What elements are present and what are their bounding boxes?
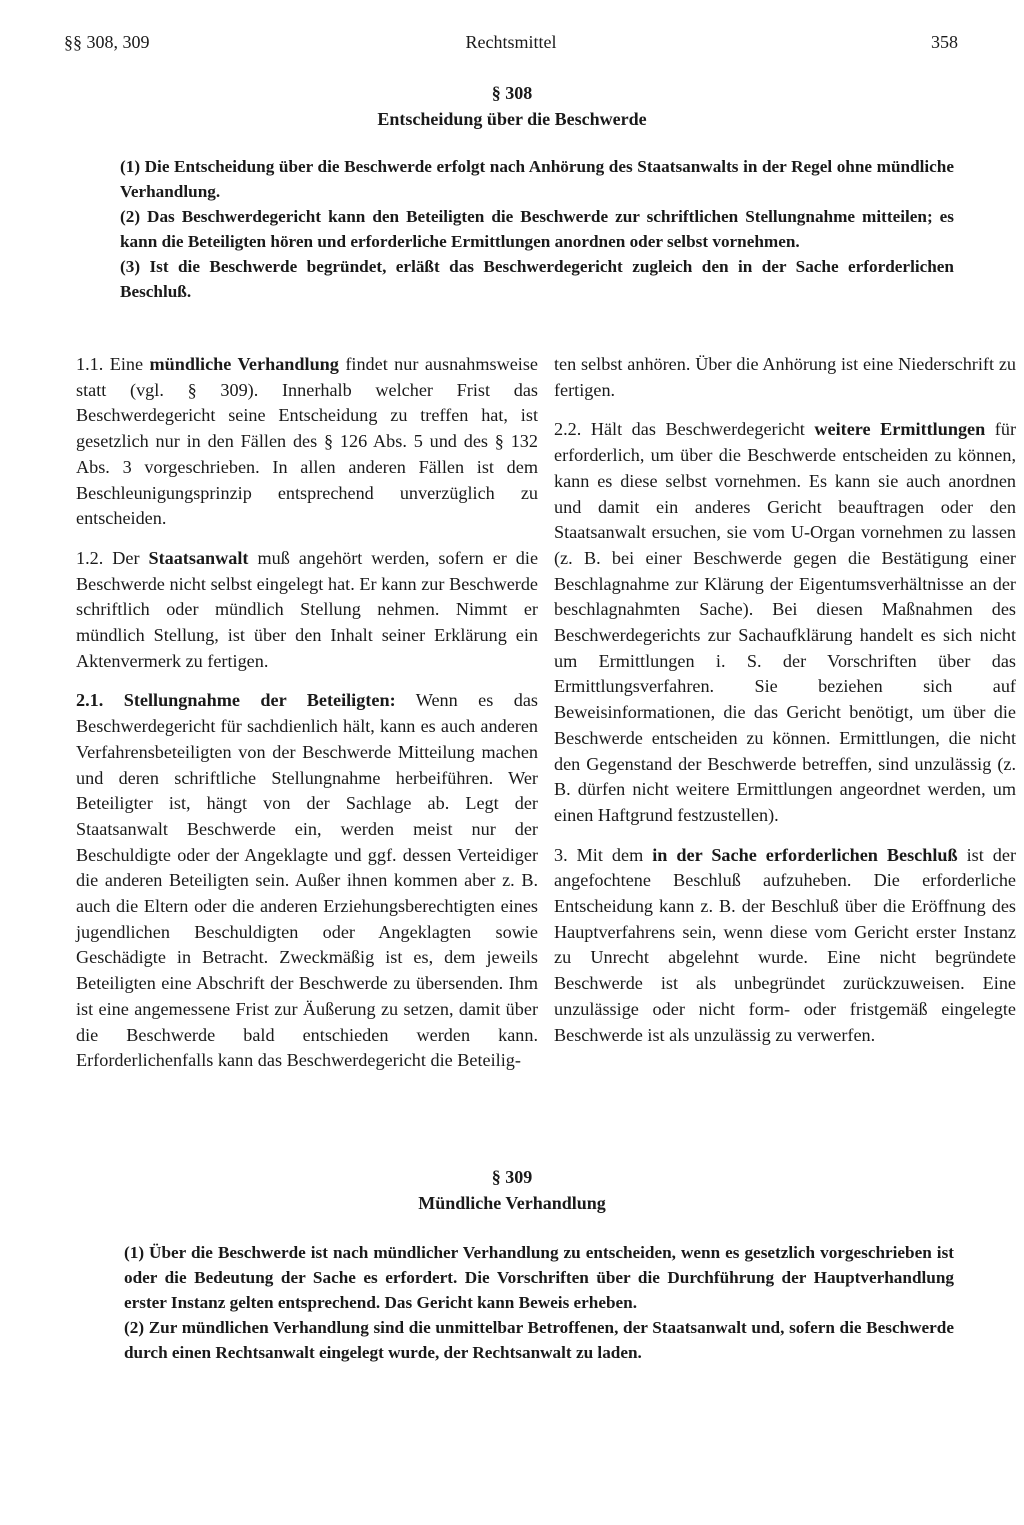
- section-308-text: [120, 154, 954, 304]
- section-309-number: § 309: [491, 1167, 533, 1187]
- chapter-title: Rechtsmittel: [465, 32, 557, 52]
- commentary-paragraph: 1.2. Der Staatsanwalt muß angehört werden, sofern er die Beschwerde nicht selbst eingelegt hat. Er kann zur Beschwerde schriftlich oder mündlich Stellung nehmen. Nimmt er mündlich Stellung, ist über den Inhalt seiner Erklärung ein Aktenvermerk zu fertigen.: [76, 547, 539, 671]
- paragraph-number: 2.2.: [554, 419, 582, 440]
- emphasis: Stellungnahme der Beteiligten:: [123, 690, 396, 711]
- emphasis: Staatsanwalt: [148, 547, 249, 568]
- section-308-heading: [60, 80, 964, 132]
- paragraph-number: 1.2.: [76, 547, 104, 568]
- commentary-paragraph: 1.1. Eine mündliche Verhandlung findet nur ausnahmsweise statt (vgl. § 309). Innerhalb welcher Frist das Beschwerdegericht seine Entscheidung zu treffen hat, ist gesetzlich nur in den Fällen des § 126 Abs. 5 und des § 132 Abs. 3 vorgeschrieben. In allen anderen Fällen ist dem Beschleunigungsprinzip entsprechend unverzüglich zu entscheiden.: [76, 354, 538, 529]
- running-head: [64, 32, 958, 56]
- section-308-number: § 308: [491, 83, 533, 103]
- statute-paragraph: (1) Die Entscheidung über die Beschwerde erfolgt nach Anhörung des Staatsanwalts in der Regel ohne mündliche Verhandlung.: [120, 157, 954, 201]
- commentary-right-column: [554, 352, 1016, 1062]
- statute-paragraph: (2) Zur mündlichen Verhandlung sind die unmittelbar Betroffenen, der Staatsanwalt und, sofern die Beschwerde durch einen Rechtsanwalt eingelegt wurde, der Rechtsanwalt zu laden.: [124, 1318, 954, 1362]
- section-308-title: Entscheidung über die Beschwerde: [377, 109, 647, 129]
- page-number: 358: [931, 32, 958, 52]
- commentary-paragraph: 2.1. Stellungnahme der Beteiligten: Wenn es das Beschwerdegericht für sachdienlich hält, kann es auch anderen Verfahrensbeteiligten von der Beschwerde Mitteilung machen und deren schriftliche Stellungnahme herbeiführen. Wer Beteiligter ist, hängt von der Sachlage ab. Legt der Staatsanwalt Beschwerde ein, werden meist nur der Beschuldigte oder der Angeklagte und ggf. dessen Verteidiger die anderen Beteiligten sein. Außer ihnen kommen aber z. B. auch die Eltern oder die anderen Erziehungsberechtigten eines jugendlichen Beschuldigten oder Angeklagten sowie Geschädigte in Betracht. Zweckmäßig ist es, dem jeweils Beteiligten eine Abschrift der Beschwerde zu übersenden. Ihm ist eine angemessene Frist zur Äußerung zu setzen, damit über die Beschwerde bald entschieden werden kann. Erforderlichenfalls kann das Beschwerdegericht die Beteilig-: [76, 690, 538, 1071]
- commentary-paragraph: 3. Mit dem in der Sache erforderlichen Beschluß ist der angefochtene Beschluß aufzuheben. Die erforderliche Entscheidung kann z. B. der Beschluß über die Eröffnung des Hauptverfahrens sein, wenn diese vom Gericht erster Instanz zu Unrecht abgelehnt wurde. Eine nicht begründete Beschwerde ist als unbegründet zurückzuweisen. Eine unzulässige oder nicht form- oder fristgemäß eingelegte Beschwerde ist als unzulässig zu verwerfen.: [554, 844, 1017, 1045]
- section-309-text: [124, 1240, 954, 1365]
- statute-paragraph: (1) Über die Beschwerde ist nach mündlicher Verhandlung zu entscheiden, wenn es gesetzlich vorgeschrieben ist oder die Bedeutung der Sache es erfordert. Die Vorschriften über die Durchführung der Hauptverhandlung erster Instanz gelten entsprechend. Das Gericht kann Beweis erheben.: [124, 1243, 954, 1312]
- emphasis: mündliche Verhandlung: [149, 354, 339, 374]
- section-309-title: Mündliche Verhandlung: [418, 1193, 606, 1213]
- commentary-paragraph: 2.2. Hält das Beschwerdegericht weitere Ermittlungen für erforderlich, um über die Beschwerde entscheiden zu können, kann es diese selbst vornehmen. Es kann sie auch anordnen und damit ein anderes Gericht beauftragen oder den Staatsanwalt ersuchen, sie vom U-Organ vornehmen zu lassen (z. B. bei einer Beschwerde gegen die Bestätigung einer Beschlagnahme zur Klärung der Eigentumsverhältnisse an der beschlagnahmten Sache). Bei diesen Maßnahmen des Beschwerdegerichts zur Sachaufklärung handelt es sich nicht um Ermittlungen i. S. der Vorschriften über das Ermittlungsverfahren. Sie beziehen sich auf Beweisinformationen, die das Gericht benötigt, um über die Beschwerde entscheiden zu können. Ermittlungen, die nicht den Gegenstand der Beschwerde betreffen, sind unzulässig (z. B. dürfen nicht weitere Ermittlungen angeordnet werden, um einen Haftgrund festzustellen).: [554, 419, 1017, 825]
- section-reference: §§ 308, 309: [64, 32, 150, 52]
- emphasis: weitere Ermittlungen: [814, 419, 986, 440]
- emphasis: in der Sache erforderlichen Beschluß: [652, 844, 958, 865]
- statute-paragraph: (2) Das Beschwerdegericht kann den Beteiligten die Beschwerde zur schriftlichen Stellungnahme mitteilen; es kann die Beteiligten hören und erforderliche Ermittlungen anordnen oder selbst vornehmen.: [120, 207, 954, 251]
- commentary-left-column: [76, 352, 538, 1088]
- paragraph-number: 1.1.: [76, 354, 104, 374]
- paragraph-number: 3.: [554, 844, 568, 865]
- statute-paragraph: (3) Ist die Beschwerde begründet, erläßt das Beschwerdegericht zugleich den in der Sache erforderlichen Beschluß.: [120, 257, 954, 301]
- paragraph-number: 2.1.: [76, 690, 104, 711]
- commentary-paragraph-continued: ten selbst anhören. Über die Anhörung ist eine Niederschrift zu fertigen.: [554, 354, 1016, 400]
- section-309-heading: [60, 1164, 964, 1216]
